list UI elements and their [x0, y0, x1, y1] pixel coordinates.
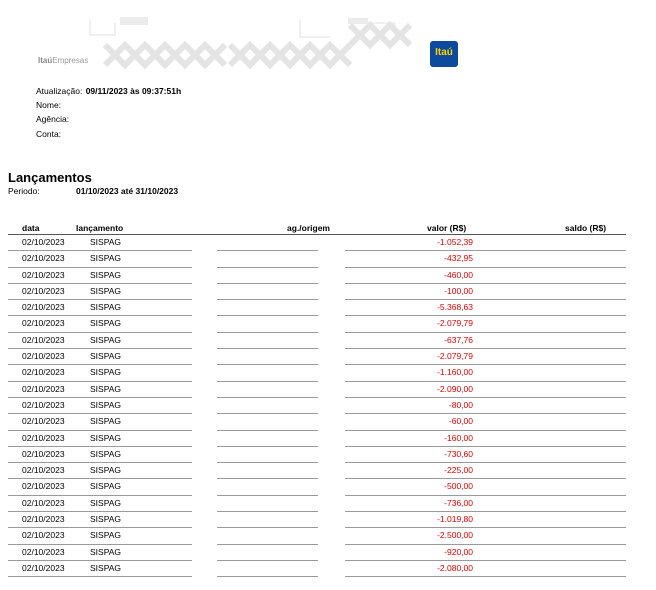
row-date: 02/10/2023: [22, 546, 65, 557]
table-row: [0, 251, 656, 267]
row-date: 02/10/2023: [22, 448, 65, 459]
agency-label: Agência:: [36, 114, 70, 124]
row-date: 02/10/2023: [22, 416, 65, 427]
table-row: [0, 333, 656, 349]
row-amount: -2.500,00: [437, 530, 473, 541]
updated-line: [36, 86, 181, 96]
row-description: SISPAG: [90, 432, 122, 443]
table-row: [0, 300, 656, 316]
itau-logo: [430, 41, 458, 67]
table-row: [0, 284, 656, 300]
table-row: [0, 496, 656, 512]
row-description: SISPAG: [90, 285, 122, 296]
row-amount: -100,00: [444, 285, 473, 296]
row-description: SISPAG: [90, 497, 122, 508]
row-date: 02/10/2023: [22, 334, 65, 345]
row-description: SISPAG: [90, 448, 122, 459]
row-amount: -60,00: [448, 416, 473, 427]
row-amount: -920,00: [444, 546, 473, 557]
row-description: SISPAG: [90, 546, 122, 557]
table-row: [0, 349, 656, 365]
row-date: 02/10/2023: [22, 399, 65, 410]
row-amount: -637,76: [444, 334, 473, 345]
row-description: SISPAG: [90, 465, 122, 476]
row-date: 02/10/2023: [22, 530, 65, 541]
updated-label: Atualização:: [36, 86, 83, 96]
section-title: Lançamentos: [8, 170, 92, 185]
period-line: [8, 186, 179, 196]
row-description: SISPAG: [90, 351, 122, 362]
table-row: [0, 463, 656, 479]
table-row: [0, 414, 656, 430]
row-amount: -460,00: [444, 269, 473, 280]
row-amount: -160,00: [444, 432, 473, 443]
row-date: 02/10/2023: [22, 302, 65, 313]
row-date: 02/10/2023: [22, 253, 65, 264]
table-row: [0, 447, 656, 463]
row-description: SISPAG: [90, 530, 122, 541]
name-label: Nome:: [36, 100, 62, 110]
table-row: [0, 268, 656, 284]
row-divider: [345, 576, 626, 577]
row-amount: -80,00: [448, 399, 473, 410]
row-description: SISPAG: [90, 399, 122, 410]
row-description: SISPAG: [90, 481, 122, 492]
row-description: SISPAG: [90, 383, 122, 394]
table-row: [0, 365, 656, 381]
row-amount: -2.079,79: [437, 318, 473, 329]
table-row: [0, 235, 656, 251]
row-description: SISPAG: [90, 514, 122, 525]
row-description: SISPAG: [90, 416, 122, 427]
row-amount: -736,00: [444, 497, 473, 508]
row-date: 02/10/2023: [22, 562, 65, 573]
row-description: SISPAG: [90, 562, 122, 573]
row-amount: -2.080,00: [437, 562, 473, 573]
brand-bold: Itaú: [38, 56, 53, 65]
row-date: 02/10/2023: [22, 351, 65, 362]
col-ag-origem: ag./origem: [287, 223, 330, 233]
account-label: Conta:: [36, 129, 62, 139]
logo-text: Itaú: [435, 47, 453, 58]
table-row: [0, 512, 656, 528]
row-amount: -225,00: [444, 465, 473, 476]
row-description: SISPAG: [90, 334, 122, 345]
updated-value: 09/11/2023 às 09:37:51h: [85, 86, 182, 96]
table-row: [0, 316, 656, 332]
row-divider: [217, 576, 318, 577]
transactions-table: [0, 235, 656, 577]
table-row: [0, 545, 656, 561]
brand-wordmark: [38, 56, 88, 65]
row-amount: -2.090,00: [437, 383, 473, 394]
row-date: 02/10/2023: [22, 497, 65, 508]
row-date: 02/10/2023: [22, 367, 65, 378]
row-description: SISPAG: [90, 269, 122, 280]
col-lancamento: lançamento: [76, 223, 124, 233]
row-date: 02/10/2023: [22, 481, 65, 492]
table-row: [0, 398, 656, 414]
row-description: SISPAG: [90, 367, 122, 378]
row-amount: -2.079,79: [437, 351, 473, 362]
row-date: 02/10/2023: [22, 237, 65, 247]
table-row: [0, 431, 656, 447]
row-description: SISPAG: [90, 302, 122, 313]
row-date: 02/10/2023: [22, 269, 65, 280]
period-value: 01/10/2023 até 31/10/2023: [76, 186, 179, 196]
row-date: 02/10/2023: [22, 285, 65, 296]
table-row: [0, 528, 656, 544]
row-date: 02/10/2023: [22, 318, 65, 329]
brand-light: Empresas: [52, 56, 89, 65]
row-divider: [8, 576, 192, 577]
col-saldo: saldo (R$): [565, 223, 607, 233]
row-amount: -5.368,63: [437, 302, 473, 313]
col-valor: valor (R$): [427, 223, 467, 233]
col-data: data: [22, 223, 40, 233]
header-pattern: [0, 15, 656, 85]
row-amount: -432,95: [444, 253, 473, 264]
period-label: Periodo:: [8, 186, 40, 196]
row-date: 02/10/2023: [22, 465, 65, 476]
row-amount: -1.019,80: [437, 514, 473, 525]
row-amount: -1.160,00: [437, 367, 473, 378]
row-date: 02/10/2023: [22, 432, 65, 443]
row-date: 02/10/2023: [22, 383, 65, 394]
table-row: [0, 382, 656, 398]
row-description: SISPAG: [90, 237, 122, 247]
row-amount: -1.052,39: [437, 237, 473, 247]
table-row: [0, 479, 656, 495]
table-row: [0, 561, 656, 577]
row-description: SISPAG: [90, 318, 122, 329]
row-amount: -730,60: [444, 448, 473, 459]
row-description: SISPAG: [90, 253, 122, 264]
row-amount: -500,00: [444, 481, 473, 492]
row-date: 02/10/2023: [22, 514, 65, 525]
